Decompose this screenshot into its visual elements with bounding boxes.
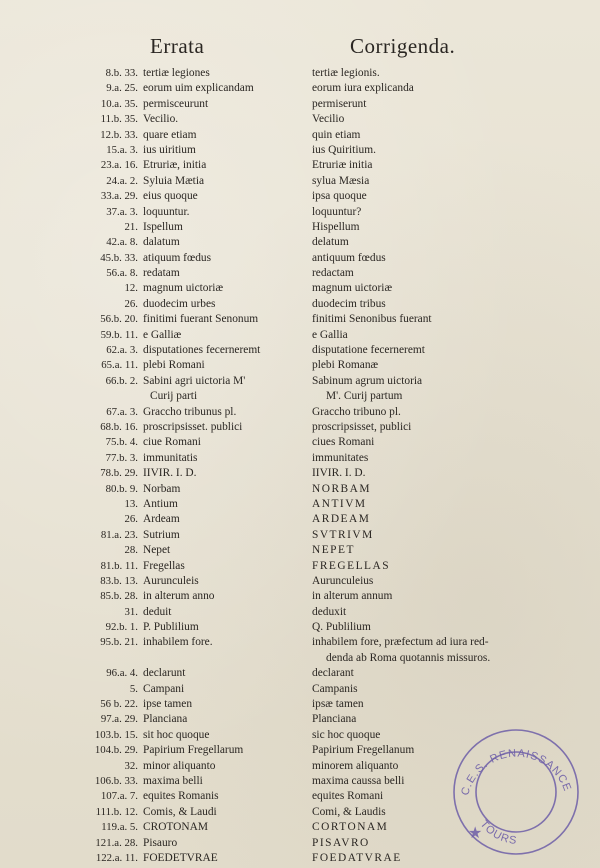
page-reference: 33.a. 29. bbox=[100, 190, 138, 203]
errata-row bbox=[0, 266, 600, 281]
corrigenda-text: Planciana bbox=[312, 713, 357, 726]
corrigenda-text: tertiæ legionis. bbox=[312, 67, 380, 79]
errata-text: maxima belli bbox=[143, 774, 203, 787]
errata-heading: Errata bbox=[150, 34, 205, 58]
corrigenda-text: inhabilem fore, præfectum ad iura red- bbox=[312, 636, 489, 649]
errata-row bbox=[0, 559, 600, 574]
errata-row bbox=[0, 81, 600, 96]
page-reference: 5. bbox=[129, 682, 138, 695]
corrigenda-text: redactam bbox=[312, 267, 354, 280]
errata-text: ipse tamen bbox=[143, 698, 193, 711]
stamp-star-icon: ★ bbox=[468, 825, 483, 842]
page-reference: 13. bbox=[124, 497, 138, 510]
corrigenda-text: SVTRIVM bbox=[312, 528, 374, 541]
page-reference: 59.b. 11. bbox=[100, 328, 138, 341]
errata-row bbox=[0, 174, 600, 189]
errata-text: P. Publilium bbox=[143, 621, 199, 634]
corrigenda-text: immunitates bbox=[312, 451, 369, 464]
page-header bbox=[0, 34, 600, 64]
page-reference: 42.a. 8. bbox=[106, 236, 138, 249]
corrigenda-text: maxima caussa belli bbox=[312, 774, 405, 787]
corrigenda-text: denda ab Roma quotannis missuros. bbox=[326, 651, 491, 664]
page-reference: 83.b. 13. bbox=[100, 574, 138, 587]
corrigenda-text: duodecim tribus bbox=[312, 297, 386, 310]
corrigenda-text: antiquum fœdus bbox=[312, 251, 386, 264]
errata-text: FOEDETVRAE bbox=[143, 851, 218, 864]
errata-row bbox=[0, 112, 600, 127]
page-reference: 66.b. 2. bbox=[105, 374, 138, 387]
library-stamp bbox=[446, 720, 586, 860]
page-reference: 56.b. 20. bbox=[100, 313, 138, 326]
errata-text: minor aliquanto bbox=[143, 759, 216, 772]
corrigenda-text: ipsæ tamen bbox=[312, 698, 364, 711]
page-reference: 12.b. 33. bbox=[100, 128, 138, 141]
corrigenda-text: Aurunculeius bbox=[312, 574, 374, 587]
errata-text: loquuntur. bbox=[143, 205, 190, 218]
corrigenda-text: sic hoc quoque bbox=[312, 728, 381, 741]
corrigenda-text: declarant bbox=[312, 667, 354, 680]
errata-text: declarunt bbox=[143, 667, 186, 680]
errata-row bbox=[0, 374, 600, 389]
errata-text: ciue Romani bbox=[143, 436, 201, 449]
corrigenda-text: sylua Mæsia bbox=[312, 174, 370, 187]
errata-row bbox=[0, 251, 600, 266]
errata-row bbox=[0, 328, 600, 343]
errata-text: Fregellas bbox=[143, 559, 185, 572]
errata-row bbox=[0, 451, 600, 466]
page-reference: 85.b. 28. bbox=[100, 590, 138, 603]
page-reference: 97.a. 29. bbox=[100, 713, 138, 726]
errata-text: tertiæ legiones bbox=[143, 67, 210, 79]
errata-row bbox=[0, 97, 600, 112]
errata-row bbox=[0, 466, 600, 481]
corrigenda-text: NEPET bbox=[312, 544, 355, 557]
page-reference: 75.b. 4. bbox=[105, 436, 138, 449]
errata-row bbox=[0, 143, 600, 158]
corrigenda-heading: Corrigenda. bbox=[350, 34, 456, 58]
errata-text: Pisauro bbox=[143, 836, 178, 849]
errata-row bbox=[0, 497, 600, 512]
errata-row bbox=[0, 666, 600, 681]
corrigenda-text: equites Romani bbox=[312, 790, 384, 803]
page-reference: 56 b. 22. bbox=[100, 698, 138, 711]
page-reference: 78.b. 29. bbox=[100, 467, 138, 480]
page-reference: 103.b. 15. bbox=[94, 728, 138, 741]
errata-row bbox=[0, 543, 600, 558]
errata-row bbox=[0, 358, 600, 373]
errata-row bbox=[0, 697, 600, 712]
page-reference: 68.b. 16. bbox=[100, 420, 138, 433]
errata-text: dalatum bbox=[143, 236, 180, 249]
errata-row bbox=[0, 482, 600, 497]
errata-row bbox=[0, 389, 600, 404]
corrigenda-text: Etruriæ initia bbox=[312, 159, 373, 172]
page-reference: 24.a. 2. bbox=[106, 174, 138, 187]
errata-row bbox=[0, 158, 600, 173]
errata-text: inhabilem fore. bbox=[143, 636, 213, 649]
corrigenda-text: IIVIR. I. D. bbox=[312, 467, 366, 480]
errata-row bbox=[0, 574, 600, 589]
errata-text: permisceurunt bbox=[143, 97, 209, 110]
corrigenda-text: Papirium Fregellanum bbox=[312, 744, 415, 757]
errata-text: Etruriæ, initia bbox=[143, 159, 207, 172]
page-reference: 37.a. 3. bbox=[106, 205, 138, 218]
errata-text: CROTONAM bbox=[143, 821, 208, 834]
corrigenda-text: FREGELLAS bbox=[312, 559, 391, 572]
page-reference: 104.b. 29. bbox=[94, 744, 138, 757]
errata-text: Planciana bbox=[143, 713, 188, 726]
errata-row bbox=[0, 528, 600, 543]
page-reference: 95.b. 21. bbox=[100, 636, 138, 649]
errata-row bbox=[0, 589, 600, 604]
corrigenda-text: finitimi Senonibus fuerant bbox=[312, 313, 432, 326]
corrigenda-text: ius Quiritium. bbox=[312, 143, 376, 156]
errata-text: Comis, & Laudi bbox=[143, 805, 217, 818]
errata-text: Sutrium bbox=[143, 528, 180, 541]
page-reference: 119.a. 5. bbox=[101, 821, 138, 834]
errata-text: atiquum fœdus bbox=[143, 251, 212, 264]
errata-text: Aurunculeis bbox=[143, 574, 199, 587]
corrigenda-text: ipsa quoque bbox=[312, 190, 367, 203]
page-reference: 62.a. 3. bbox=[106, 344, 138, 357]
errata-row bbox=[0, 235, 600, 250]
errata-text: disputationes fecerneremt bbox=[143, 344, 261, 357]
stamp-text-top: C.E.S. RENAISSANCE bbox=[459, 747, 574, 797]
errata-text: Graccho tribunus pl. bbox=[143, 405, 237, 418]
corrigenda-text: Graccho tribuno pl. bbox=[312, 405, 401, 418]
errata-text: Nepet bbox=[143, 544, 171, 557]
errata-text: magnum uictoriæ bbox=[143, 282, 224, 295]
page-reference: 106.b. 33. bbox=[94, 774, 138, 787]
corrigenda-text: ciues Romani bbox=[312, 436, 375, 449]
corrigenda-text: deduxit bbox=[312, 605, 347, 618]
corrigenda-text: M'. Curij partum bbox=[326, 390, 403, 403]
corrigenda-text: ANTIVM bbox=[312, 497, 367, 510]
errata-text: redatam bbox=[143, 267, 180, 280]
page-reference: 11.b. 35. bbox=[100, 113, 138, 126]
errata-text: Syluia Mætia bbox=[143, 174, 205, 187]
corrigenda-text: Vecilio bbox=[312, 113, 345, 126]
errata-text: Campani bbox=[143, 682, 185, 695]
errata-row bbox=[0, 205, 600, 220]
corrigenda-text: Q. Publilium bbox=[312, 621, 371, 634]
page-reference: 65.a. 11. bbox=[101, 359, 138, 372]
errata-row bbox=[0, 405, 600, 420]
errata-text: ius uiritium bbox=[143, 143, 196, 156]
page-reference: 107.a. 7. bbox=[100, 790, 138, 803]
corrigenda-text: loquuntur? bbox=[312, 205, 362, 218]
page-reference: 10.a. 35. bbox=[100, 97, 138, 110]
corrigenda-text: Comi, & Laudis bbox=[312, 805, 386, 818]
errata-row bbox=[0, 420, 600, 435]
errata-text: in alterum anno bbox=[143, 590, 215, 603]
errata-text: sit hoc quoque bbox=[143, 728, 210, 741]
errata-row bbox=[0, 66, 600, 81]
errata-row bbox=[0, 620, 600, 635]
corrigenda-text: Sabinum agrum uictoria bbox=[312, 374, 423, 387]
page-reference: 9.a. 25. bbox=[106, 82, 138, 95]
page-reference: 56.a. 8. bbox=[106, 267, 138, 280]
page-reference: 23.a. 16. bbox=[100, 159, 138, 172]
errata-row bbox=[0, 605, 600, 620]
errata-row bbox=[0, 312, 600, 327]
page-reference: 15.a. 3. bbox=[106, 143, 138, 156]
errata-text: immunitatis bbox=[143, 451, 198, 464]
corrigenda-text: CORTONAM bbox=[312, 821, 389, 834]
errata-row bbox=[0, 682, 600, 697]
errata-row bbox=[0, 435, 600, 450]
errata-row bbox=[0, 651, 600, 666]
corrigenda-text: e Gallia bbox=[312, 328, 348, 341]
errata-text: Norbam bbox=[143, 482, 181, 495]
corrigenda-text: ARDEAM bbox=[312, 513, 371, 526]
errata-text: finitimi fuerant Senonum bbox=[143, 313, 259, 326]
errata-row bbox=[0, 297, 600, 312]
errata-text: Papirium Fregellarum bbox=[143, 744, 244, 757]
errata-text: deduit bbox=[143, 605, 172, 618]
page-reference: 45.b. 33. bbox=[100, 251, 138, 264]
corrigenda-text: Campanis bbox=[312, 682, 358, 695]
page-reference: 8.b. 33. bbox=[105, 67, 138, 79]
corrigenda-text: NORBAM bbox=[312, 482, 372, 495]
corrigenda-text: disputatione fecerneremt bbox=[312, 344, 425, 357]
page-reference: 81.b. 11. bbox=[100, 559, 138, 572]
errata-text: Vecilio. bbox=[143, 113, 179, 126]
errata-text: proscripsisset. publici bbox=[143, 420, 243, 433]
errata-row bbox=[0, 635, 600, 650]
stamp-text-bottom: TOURS bbox=[477, 818, 519, 848]
errata-text: eorum uim explicandam bbox=[143, 82, 254, 95]
errata-row bbox=[0, 281, 600, 296]
errata-text: Ispellum bbox=[143, 220, 183, 233]
page-reference: 67.a. 3. bbox=[106, 405, 138, 418]
errata-text: duodecim urbes bbox=[143, 297, 216, 310]
corrigenda-text: in alterum annum bbox=[312, 590, 393, 603]
errata-text: Sabini agri uictoria M' bbox=[143, 374, 246, 387]
errata-row bbox=[0, 512, 600, 527]
svg-text:TOURS bbox=[478, 818, 519, 847]
errata-text: equites Romanis bbox=[143, 790, 219, 803]
corrigenda-text: quin etiam bbox=[312, 128, 361, 141]
page-reference: 26. bbox=[124, 297, 138, 310]
page-reference: 21. bbox=[124, 220, 138, 233]
errata-row bbox=[0, 128, 600, 143]
corrigenda-text: proscripsisset, publici bbox=[312, 420, 412, 433]
corrigenda-text: magnum uictoriæ bbox=[312, 282, 393, 295]
page-reference: 81.a. 23. bbox=[100, 528, 138, 541]
errata-text: eius quoque bbox=[143, 190, 198, 203]
page-reference: 77.b. 3. bbox=[105, 451, 138, 464]
corrigenda-text: permiserunt bbox=[312, 97, 367, 110]
errata-text: IIVIR. I. D. bbox=[143, 467, 197, 480]
errata-text: Ardeam bbox=[143, 513, 180, 526]
corrigenda-text: delatum bbox=[312, 236, 349, 249]
page-reference: 31. bbox=[124, 605, 138, 618]
page-reference: 12. bbox=[124, 282, 138, 295]
errata-row bbox=[0, 220, 600, 235]
errata-text: plebi Romani bbox=[143, 359, 205, 372]
errata-text: Antium bbox=[143, 497, 178, 510]
page-reference: 121.a. 28. bbox=[95, 836, 138, 849]
errata-row bbox=[0, 343, 600, 358]
page-reference: 122.a. 11. bbox=[95, 851, 138, 864]
corrigenda-text: plebi Romanæ bbox=[312, 359, 379, 372]
corrigenda-text: eorum iura explicanda bbox=[312, 82, 414, 95]
corrigenda-text: FOEDATVRAE bbox=[312, 851, 402, 864]
corrigenda-text: PISAVRO bbox=[312, 836, 370, 849]
errata-text: e Galliæ bbox=[143, 328, 182, 341]
page-reference: 111.b. 12. bbox=[95, 805, 138, 818]
corrigenda-text: minorem aliquanto bbox=[312, 759, 399, 772]
errata-text: Curij parti bbox=[150, 390, 198, 403]
page-reference: 26. bbox=[124, 513, 138, 526]
page-reference: 96.a. 4. bbox=[106, 667, 138, 680]
page-reference: 32. bbox=[124, 759, 138, 772]
errata-row bbox=[0, 189, 600, 204]
page-reference: 92.b. 1. bbox=[105, 621, 138, 634]
page-reference: 28. bbox=[124, 544, 138, 557]
errata-text: quare etiam bbox=[143, 128, 197, 141]
corrigenda-text: Hispellum bbox=[312, 220, 360, 233]
page-reference: 80.b. 9. bbox=[105, 482, 138, 495]
